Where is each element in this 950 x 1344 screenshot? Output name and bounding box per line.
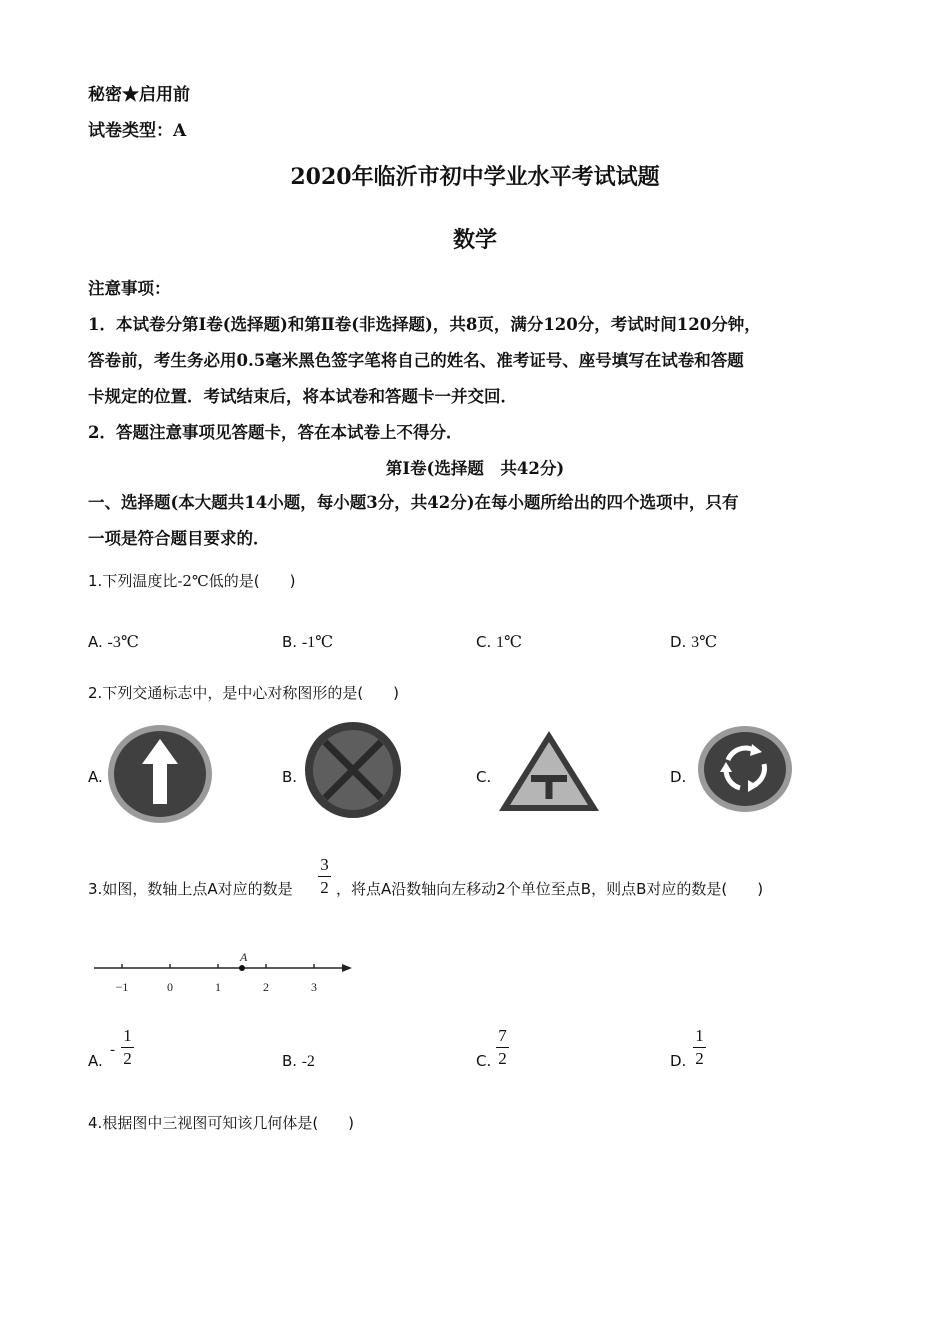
option-value: 1℃: [496, 634, 522, 651]
option-value: -1℃: [301, 634, 334, 651]
axis-tick-label: 1: [215, 980, 221, 994]
fraction-denominator: 2: [498, 1049, 507, 1068]
number-line-arrow: [342, 964, 352, 972]
question-3-stem-a: [88, 878, 293, 899]
axis-tick-label: 0: [167, 980, 173, 994]
subject-title: 数学: [452, 227, 497, 253]
option-label: D.: [670, 633, 687, 651]
question-2-text: 下列交通标志中，是中心对称图形的是( ): [102, 684, 400, 702]
q3-option-a-label[interactable]: A.: [88, 1052, 103, 1070]
fraction-numerator: 1: [123, 1026, 132, 1045]
secret-label: 秘密★启用前: [88, 85, 190, 105]
t-junction-warning-sign-icon: [496, 728, 602, 814]
axis-tick-label: 3: [311, 980, 317, 994]
point-a-dot: [239, 965, 245, 971]
option-label: C.: [476, 633, 492, 651]
option-value: 2: [306, 1053, 315, 1070]
question-number: 2.: [88, 684, 103, 702]
no-stopping-sign-icon: [303, 720, 403, 820]
q2-option-b-label[interactable]: B.: [282, 768, 298, 786]
q2-option-d-label[interactable]: D.: [670, 768, 687, 786]
fraction-bar: [121, 1047, 134, 1048]
straight-arrow-sign-icon: [105, 722, 215, 826]
question-2-stem: [88, 682, 399, 703]
axis-tick-label: 2: [263, 980, 269, 994]
option-label: A.: [88, 633, 103, 651]
section-instructions-line-1: 一、选择题(本大题共14小题，每小题3分，共42分)在每小题所给出的四个选项中，只有: [88, 493, 739, 512]
q1-option-c[interactable]: [476, 632, 522, 652]
q2-option-a-label[interactable]: A.: [88, 768, 103, 786]
axis-tick-label: −1: [115, 980, 129, 994]
question-number: 4.: [88, 1114, 103, 1132]
q3-option-c-fraction: [496, 1027, 509, 1068]
q3-option-b[interactable]: [282, 1052, 315, 1071]
notes-item-2: 2．答题注意事项见答题卡，答在本试卷上不得分．: [88, 423, 463, 442]
fraction-denominator: 2: [320, 878, 329, 897]
question-3-stem-b: ，将点A沿数轴向左移动2个单位至点B，则点B对应的数是( ): [336, 880, 764, 898]
fraction-denominator: 2: [695, 1049, 704, 1068]
fraction-numerator: 7: [498, 1026, 507, 1045]
question-number: 1.: [88, 572, 103, 590]
notes-item-1-line-2: 答卷前，考生务必用0.5毫米黑色签字笔将自己的姓名、准考证号、座号填写在试卷和答题: [88, 351, 744, 370]
roundabout-sign-icon: [696, 724, 794, 814]
option-label: B.: [282, 1052, 298, 1070]
q2-option-c-label[interactable]: C.: [476, 768, 492, 786]
question-1-text-a: 下列温度比: [102, 572, 178, 590]
question-4-stem: [88, 1112, 354, 1133]
option-sign: -: [301, 1054, 307, 1070]
section-instructions-line-2: 一项是符合题目要求的．: [88, 529, 270, 548]
question-1-value: -2℃: [177, 572, 209, 590]
fraction-bar: [318, 876, 331, 877]
notes-heading: 注意事项：: [88, 279, 171, 298]
notes-item-1-line-1: 1．本试卷分第Ⅰ卷(选择题)和第Ⅱ卷(非选择题)，共8页，满分120分，考试时间120分钟，: [88, 315, 761, 334]
notes-item-1-line-3: 卡规定的位置．考试结束后，将本试卷和答题卡一并交回．: [88, 387, 517, 406]
question-1-text-b: 低的是( ): [208, 572, 296, 590]
point-a-label: A: [240, 950, 248, 964]
question-3-fraction: [318, 856, 331, 897]
fraction-numerator: 3: [320, 855, 329, 874]
number-line-figure: [90, 948, 360, 998]
q1-option-a[interactable]: [88, 632, 139, 652]
q3-option-c-label[interactable]: C.: [476, 1052, 492, 1070]
option-label: B.: [282, 633, 298, 651]
q3-option-a-fraction: [121, 1027, 134, 1068]
fraction-bar: [693, 1047, 706, 1048]
fraction-numerator: 1: [695, 1026, 704, 1045]
option-value: 3℃: [691, 634, 718, 651]
q3-option-d-fraction: [693, 1027, 706, 1068]
question-3-text-a: 如图，数轴上点A对应的数是: [102, 880, 293, 898]
q3-option-d-label[interactable]: D.: [670, 1052, 687, 1070]
q3-option-a-sign: -: [110, 1042, 115, 1058]
fraction-denominator: 2: [123, 1049, 132, 1068]
option-value: -3℃: [107, 634, 139, 651]
q1-option-b[interactable]: [282, 632, 333, 652]
section-title: 第Ⅰ卷(选择题 共42分): [385, 459, 565, 478]
question-4-text: 根据图中三视图可知该几何体是( ): [102, 1114, 355, 1132]
paper-type-label: 试卷类型：A: [88, 121, 187, 141]
exam-title: 2020年临沂市初中学业水平考试试题: [290, 164, 660, 190]
question-1-stem: [88, 570, 295, 591]
question-number: 3.: [88, 880, 103, 898]
q1-option-d[interactable]: [670, 632, 717, 652]
fraction-bar: [496, 1047, 509, 1048]
